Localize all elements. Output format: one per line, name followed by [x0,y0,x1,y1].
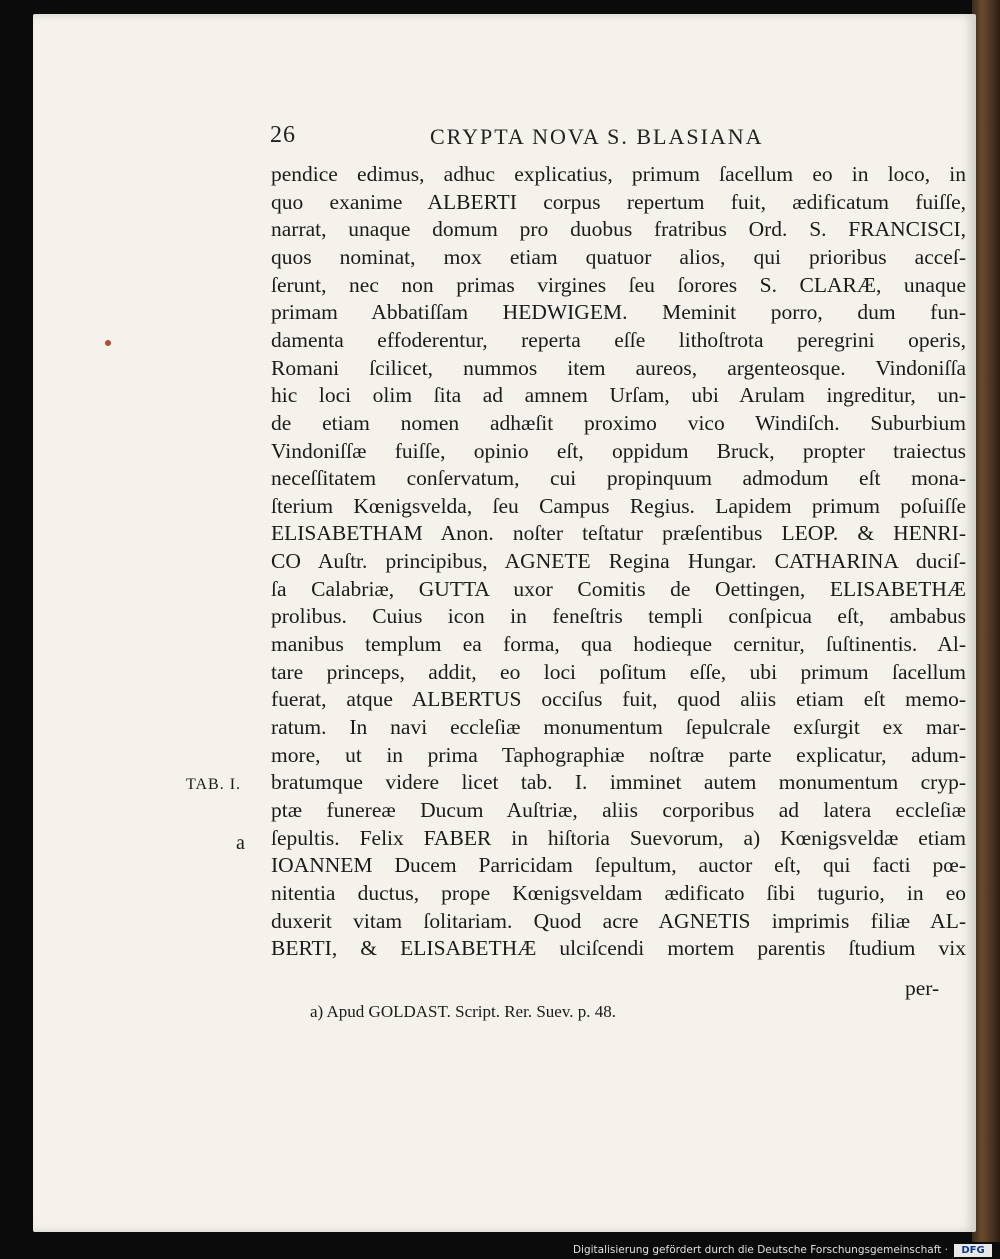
text-line: duxerit vitam ſolitariam. Quod acre AGNETIS imprimis filiæ AL- [271,908,966,933]
text-line: tare princeps, addit, eo loci poſitum eſſe, ubi primum ſacellum [271,659,966,684]
digitization-credit: Digitalisierung gefördert durch die Deutsche Forschungsgemeinschaft · [572,1244,948,1256]
text-line: nitentia ductus, prope Kœnigsveldam ædificato ſibi tugurio, in eo [271,880,966,905]
text-line: ſterium Kœnigsvelda, ſeu Campus Regius. Lapidem primum poſuiſſe [271,493,966,518]
text-line: more, ut in prima Taphographiæ noſtræ parte explicatur, adum- [271,742,966,767]
text-line: IOANNEM Ducem Parricidam ſepultum, auctor eſt, qui facti pœ- [271,853,966,878]
text-line: ptæ funereæ Ducum Auſtriæ, aliis corporibus ad latera eccleſiæ [271,797,966,822]
text-line: Vindoniſſæ fuiſſe, opinio eſt, oppidum Bruck, propter traiectus [271,438,966,463]
text-line: pendice edimus, adhuc explicatius, primum ſacellum eo in loco, in [271,162,966,186]
margin-ink-spot [105,340,111,346]
text-line: ſepultis. Felix FABER in hiſtoria Suevorum, a) Kœnigsveldæ etiam [271,825,966,850]
text-line: ratum. In navi eccleſiæ monumentum ſepulcrale exſurgit ex mar- [271,715,966,739]
text-line: neceſſitatem conſervatum, cui propinquum admodum eſt mona- [271,466,966,491]
text-line: ELISABETHAM Anon. noſter teſtatur præſentibus LEOP. & HENRI- [271,521,966,546]
dfg-logo: DFG [954,1244,992,1257]
text-line: primam Abbatiſſam HEDWIGEM. Meminit porro, dum fun- [271,300,966,325]
text-line: prolibus. Cuius icon in feneſtris templi conſpicua eſt, ambabus [271,604,966,629]
book-binding-edge [972,0,1000,1242]
text-line: manibus templum ea forma, qua hodieque cernitur, ſuſtinentis. Al- [271,632,966,657]
text-line: CO Auſtr. principibus, AGNETE Regina Hungar. CATHARINA duciſ- [271,549,966,574]
page-header [270,122,970,152]
running-title: CRYPTA NOVA S. BLASIANA [430,124,764,149]
catchword: per- [905,976,940,1000]
text-line: de etiam nomen adhæſit proximo vico Windiſch. Suburbium [271,410,966,435]
text-line: quos nominat, mox etiam quatuor alios, qui prioribus acceſ- [271,244,966,269]
text-line: ſerunt, nec non primas virgines ſeu ſorores S. CLARÆ, unaque [271,272,966,297]
text-line: hic loci olim ſita ad amnem Urſam, ubi Arulam ingreditur, un- [271,383,966,408]
text-line: quo exanime ALBERTI corpus repertum fuit, ædificatum fuiſſe, [271,189,966,214]
text-line: BERTI, & ELISABETHÆ ulciſcendi mortem parentis ſtudium vix [271,936,966,961]
text-line: bratumque videre licet tab. I. imminet autem monumentum cryp- [271,770,966,795]
page-number: 26 [270,122,296,148]
text-line: narrat, unaque domum pro duobus fratribus Ord. S. FRANCISCI, [271,217,966,242]
margin-note-footnote-marker: a [236,832,246,854]
margin-note-tab: TAB. I. [186,776,242,793]
text-line: damenta effoderentur, reperta eſſe lithoſtrota peregrini operis, [271,327,966,352]
text-line: Romani ſcilicet, nummos item aureos, argenteosque. Vindoniſſa [271,355,966,380]
text-line: fuerat, atque ALBERTUS occiſus fuit, quod aliis etiam eſt memo- [271,687,966,712]
footnote: a) Apud GOLDAST. Script. Rer. Suev. p. 48. [310,1002,616,1021]
text-line: ſa Calabriæ, GUTTA uxor Comitis de Oettingen, ELISABETHÆ [271,576,966,601]
